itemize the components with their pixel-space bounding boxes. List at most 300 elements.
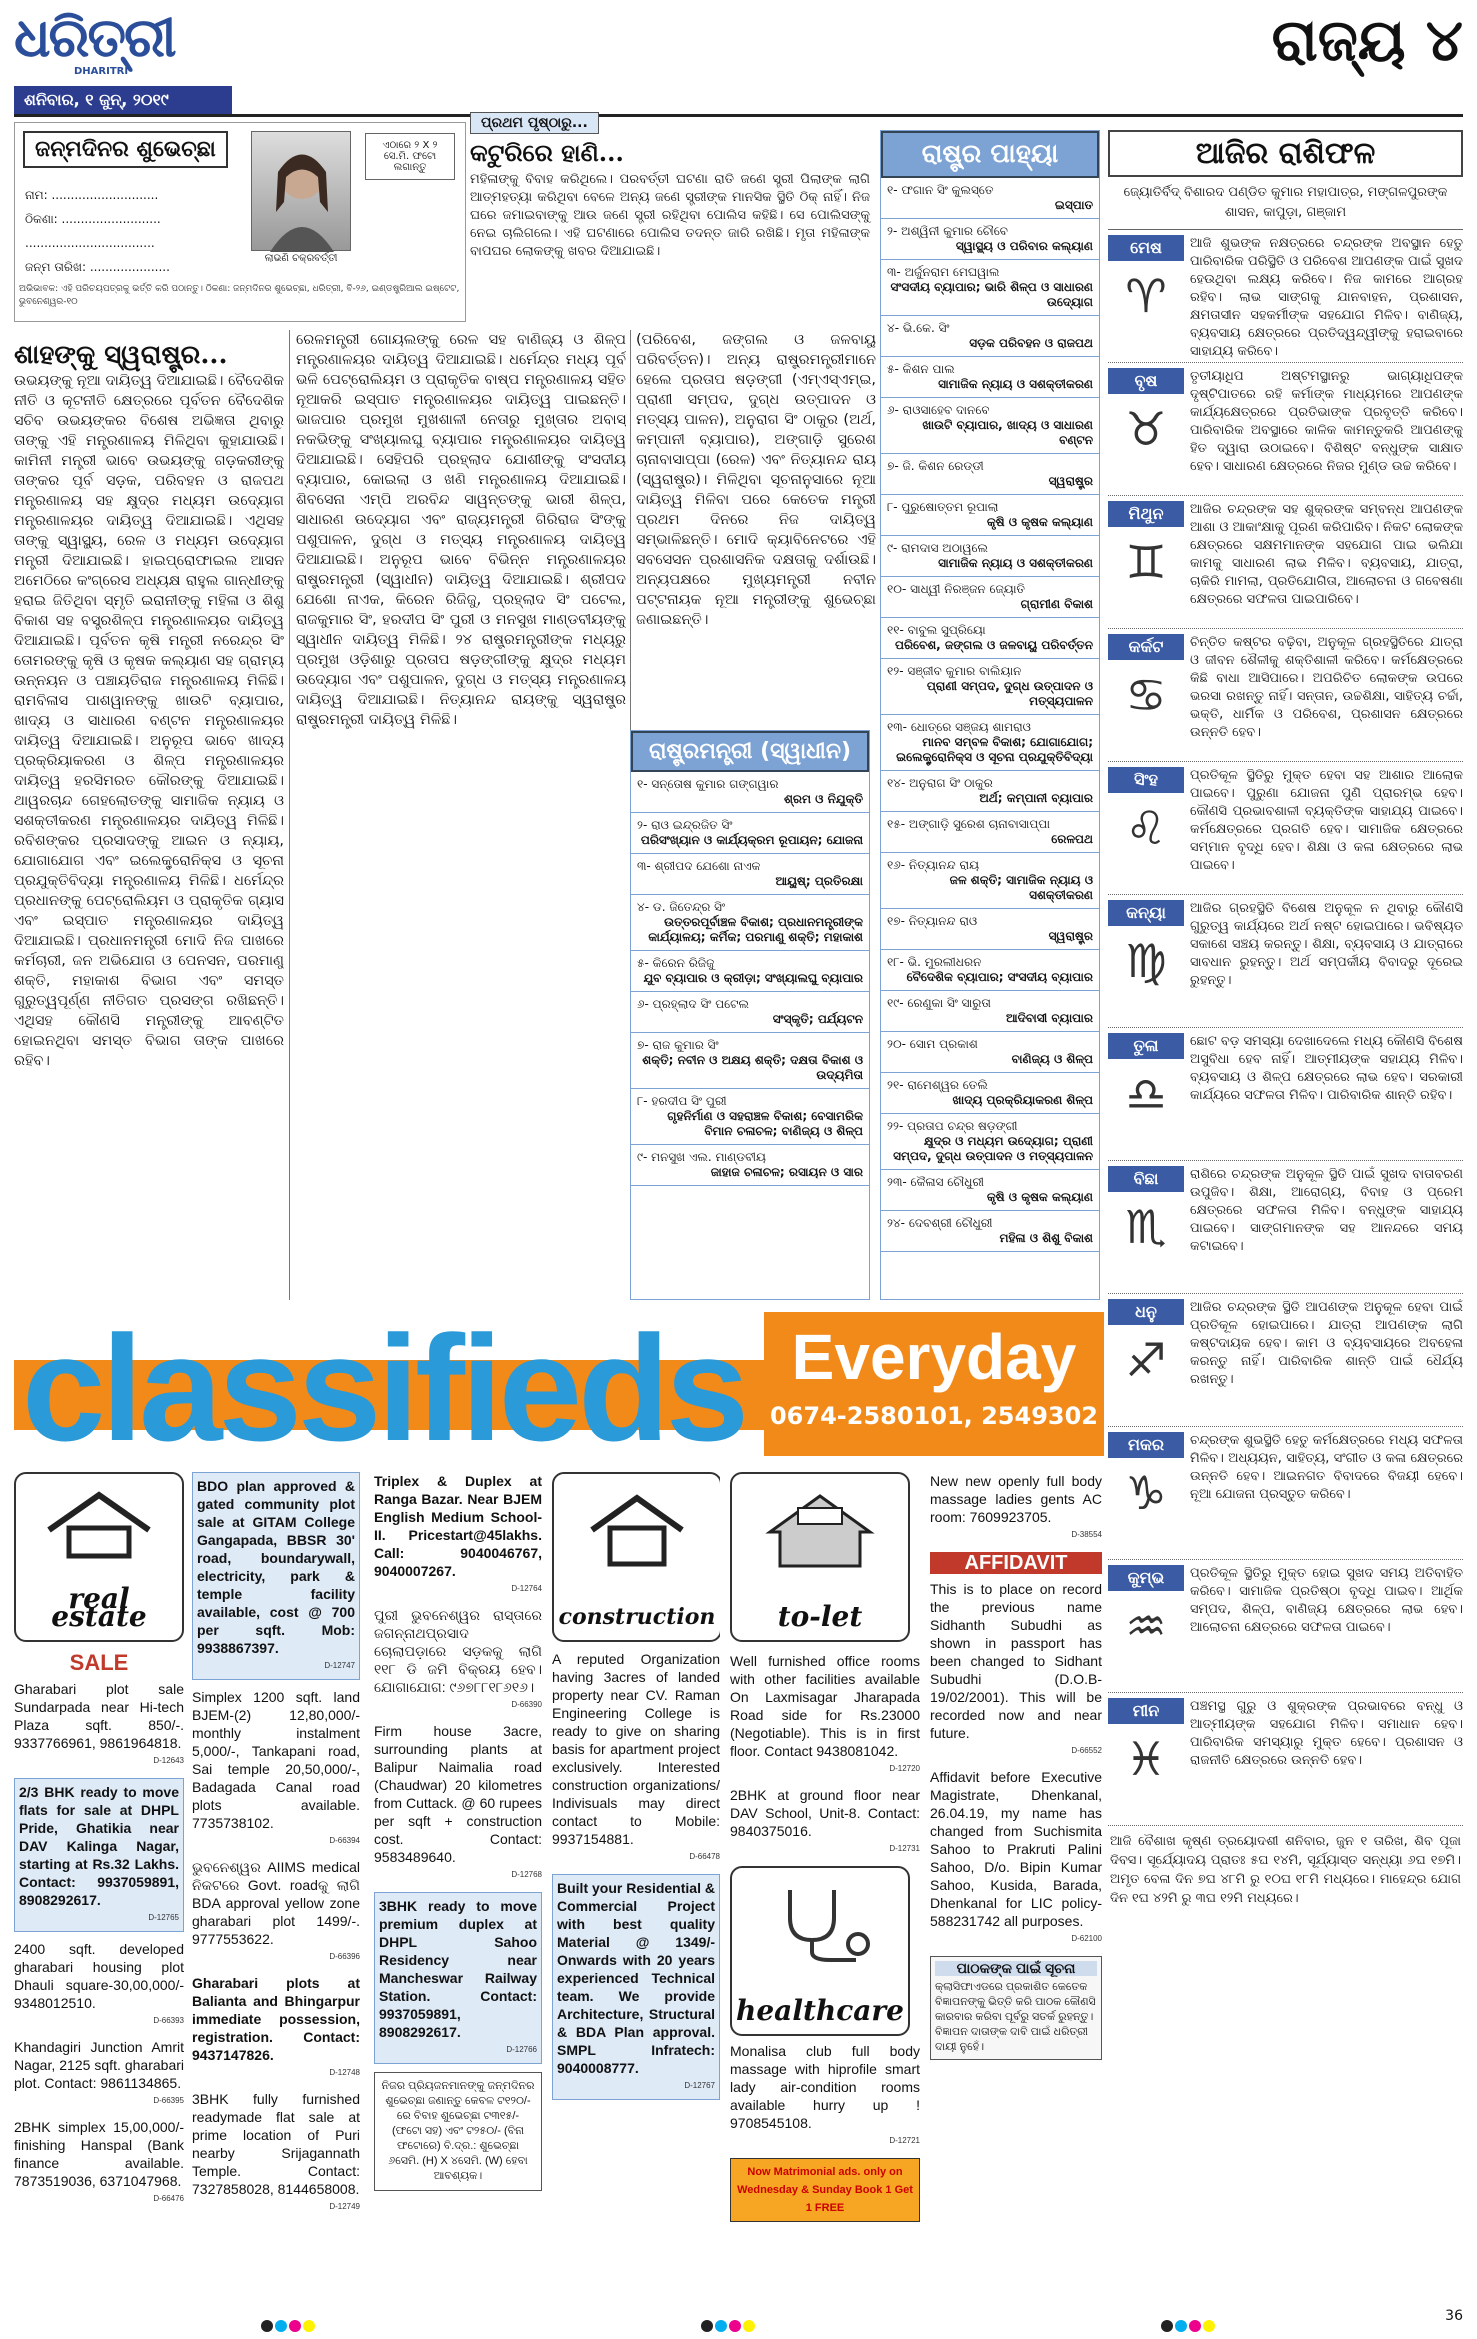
- minister-row: [881, 1073, 1099, 1114]
- state-ministers-table: [880, 130, 1100, 1300]
- sign-badge: [1108, 368, 1184, 490]
- sign-name: କୁମ୍ଭ: [1108, 1565, 1184, 1591]
- state-rows: [881, 178, 1099, 1252]
- minister-name: ୭- ରାଜ କୁମାର ସିଂ: [637, 1038, 719, 1052]
- front-text: ମହିଳାଙ୍କୁ ବିବାହ କରିଥିଲେ। ପରବର୍ତ୍ତୀ ଘଟଣା ରାତି ଜଣେ ସ୍ତ୍ରୀ ପିଲାଙ୍କ ଲାଗି ଆତ୍ମହତ୍ୟା କରିଥିବା ବେଳେ ଅନ୍ୟ ଜଣେ ସ୍ତ୍ରୀଙ୍କ ମାନସିକ ସ୍ଥିତି ଠିକ୍ ନାହିଁ। ନିଜ ଘରେ ଜମାଇବାଙ୍କୁ ଆଉ ଜଣେ ସ୍ତ୍ରୀ ରହିଥିବା ପୋଲିସ କହିଛି। ସେ ପୋଲିସଙ୍କୁ ନେଇ ଚାଲିଗଲେ। ଏହି ଘଟଣାରେ ପୋଲିସ ତଦନ୍ତ ଜାରି ରଖିଛି। ମୃତା ମହିଳାଙ୍କ ବାପଘର ଲୋକଙ୍କୁ ଖବର ଦିଆଯାଇଛି।: [470, 172, 870, 259]
- birthday-fields: [25, 183, 170, 279]
- horoscope-footer: ଆଜି ବୈଶାଖ କୃଷ୍ଣ ତ୍ରୟୋଦଶୀ ଶନିବାର, ଜୁନ ୧ ତାରିଖ, ଶିବ ପୂଜା ଦିବସ। ସୂର୍ଯ୍ୟୋଦୟ ପ୍ରାତଃ ୫ଘ ୧୪ମି, ସୂର୍ଯ୍ୟାସ୍ତ ସନ୍ଧ୍ୟା ୬ଘ ୧୭ମି। ଅମୃତ ବେଳା ଦିନ ୭ଘ ୪୮ମି ରୁ ୧୦ଘ ୧୮ମି ମଧ୍ୟରେ। ମାହେନ୍ଦ୍ର ଯୋଗ ଦିନ ୧ଘ ୪୨ମି ରୁ ୩ଘ ୧୨ମି ମଧ୍ୟରେ।: [1110, 1834, 1461, 1906]
- registration-marks: [0, 2320, 1477, 2334]
- minister-portfolio: କୃଷି ଓ କୃଷକ କଲ୍ୟାଣ: [986, 1190, 1093, 1204]
- reader-notice-title: ପାଠକଙ୍କ ପାଇଁ ସୂଚନା: [935, 1961, 1097, 1976]
- ad-code: D-12765: [148, 1913, 179, 1922]
- ad-text: ପୁରୀ ଭୁବନେଶ୍ୱର ରାସ୍ତାରେ ଜଗନ୍ନାଥପ୍ରସାଦ ଚୋଲାପଡ଼ାରେ ସଡ଼କକୁ ଲାଗି ୧୧୮ ଡି ଜମି ବିକ୍ରୟ ହେବ। ଯୋଗାଯୋଗ: ୯୬୭୮୮୧୮୬୧୬।: [374, 1607, 542, 1695]
- minister-portfolio: ବୈଦେଶିକ ବ୍ୟାପାର; ସଂସଦୀୟ ବ୍ୟାପାର: [906, 970, 1093, 984]
- minister-row: [631, 951, 869, 992]
- healthcare-label: healthcare: [736, 1994, 904, 2027]
- ad-code: D-12721: [889, 2136, 920, 2145]
- minister-row: [881, 715, 1099, 771]
- ad-text: Monalisa club full body massage with hiprofile smart lady air-condition rooms available hurry up ! 9708545108.: [730, 2043, 920, 2131]
- minister-name: ୬- ପ୍ରହ୍ଲାଦ ସିଂ ପଟେଲ: [637, 997, 749, 1011]
- ads-column-3: [374, 1472, 542, 2312]
- classified-ad: [14, 2038, 184, 2110]
- minister-row: [881, 260, 1099, 316]
- sign-text: ଆଜି ଶୁଭଙ୍କ ନକ୍ଷତ୍ରରେ ଚନ୍ଦ୍ରଙ୍କ ଅବସ୍ଥାନ ହେତୁ ପାରିବାରିକ ପରିସ୍ଥିତି ଓ ପରିବେଶ ଆପଣଙ୍କ ପାଇଁ ସୁଖଦ ହେଉଥିବା ଲକ୍ଷ୍ୟ କରିବେ। ନିଜ କାମରେ ଆଗ୍ରହ ରହିବ। ଲାଭ ସାଙ୍ଗକୁ ଯାନବାହନ, ପ୍ରଶାସନ, କ୍ଷମତାସୀନ ସହକର୍ମୀଙ୍କ ସହଯୋଗ ମିଳିବ। ବାଣିଜ୍ୟ, ବ୍ୟବସାୟ କ୍ଷେତ୍ରରେ ପ୍ରତିଦ୍ୱନ୍ଦ୍ୱୀଙ୍କୁ ହରାଇବାରେ ସାହାଯ୍ୟ କରିବେ।: [1190, 236, 1463, 359]
- minister-portfolio: ଖାଦ୍ୟ ପ୍ରକ୍ରିୟାକରଣ ଶିଳ୍ପ: [952, 1093, 1093, 1107]
- birthday-photo-caption: ଲାଭଣି ଚକ୍ରବର୍ତ୍ତୀ: [264, 253, 338, 264]
- article-column-1: [14, 340, 284, 1300]
- classifieds-wordmark: [14, 1304, 764, 1472]
- minister-row: [631, 1145, 869, 1186]
- horoscope-sign: [1108, 1161, 1463, 1294]
- classified-ad: [14, 2118, 184, 2208]
- minister-portfolio: ସ୍ୱାସ୍ଥ୍ୟ ଓ ପରିବାର କଲ୍ୟାଣ: [955, 239, 1093, 253]
- minister-row: [881, 1114, 1099, 1170]
- classified-ad: [192, 2090, 360, 2216]
- ad-code: D-66478: [689, 1852, 720, 1861]
- sign-name: ସିଂହ: [1108, 767, 1184, 793]
- sign-name: ମୀନ: [1108, 1698, 1184, 1724]
- minister-portfolio: ଯୁବ ବ୍ୟାପାର ଓ କ୍ରୀଡ଼ା; ସଂଖ୍ୟାଲଘୁ ବ୍ୟାପାର: [643, 971, 863, 985]
- minister-name: ୪- ଡ. ଜିତେନ୍ଦ୍ର ସିଂ: [637, 900, 726, 914]
- article-column-3: [636, 330, 876, 700]
- minister-portfolio: ଜଳ ଶକ୍ତି; ସାମାଜିକ ନ୍ୟାୟ ଓ ସଶକ୍ତୀକରଣ: [949, 873, 1093, 902]
- classifieds-contact: [764, 1312, 1104, 1456]
- to-let-label: to-let: [777, 1600, 863, 1633]
- minister-name: ୧୪- ଅନୁରାଗ ସିଂ ଠାକୁର: [887, 776, 993, 790]
- article-text-1: ଉଭୟଙ୍କୁ ନୂଆ ଦାୟିତ୍ୱ ଦିଆଯାଇଛି। ବୈଦେଶିକ ନୀତି ଓ କୂଟନୀତି କ୍ଷେତ୍ରରେ ପୂର୍ବତନ ବୈଦେଶିକ ସଚିବ ଉଭୟଙ୍କର ବିଶେଷ ଅଭିଜ୍ଞତା ଥିବାରୁ ତାଙ୍କୁ ଏହି ମନ୍ତ୍ରଣାଳୟ ମିଳିଥିବା କୁହାଯାଉଛି। କାମିନୀ ମନ୍ତ୍ରୀ ଭାବେ ଉଭୟଙ୍କୁ ଗଡ଼କରୀଙ୍କୁ ତାଙ୍କର ପୂର୍ବ ସଡ଼କ, ପରିବହନ ଓ ରାଜପଥ ମନ୍ତ୍ରଣାଳୟ ସହ କ୍ଷୁଦ୍ର ମଧ୍ୟମ ଉଦ୍ୟୋଗ ମନ୍ତ୍ରଣାଳୟର ଦାୟିତ୍ୱ ଦିଆଯାଇଛି। ଏଥିସହ ତାଙ୍କୁ ସ୍ୱାସ୍ଥ୍ୟ, ରେଳ ଓ ମଧ୍ୟମ ଉଦ୍ୟୋଗ ମନ୍ତ୍ରୀ ଦିଆଯାଇଛି। ହାଇପ୍ରୋଫାଇଲ ଆସନ ଅମେଠିରେ କଂଗ୍ରେସ ଅଧ୍ୟକ୍ଷ ରାହୁଲ ଗାନ୍ଧୀଙ୍କୁ ହରାଇ ଜିତିଥିବା ସ୍ମୃତି ଇରାନୀଙ୍କୁ ମହିଳା ଓ ଶିଶୁ ବିକାଶ ସହ ବସ୍ତ୍ରଶିଳ୍ପ ମନ୍ତ୍ରଣାଳୟର ଦାୟିତ୍ୱ ଦିଆଯାଇଛି। ପୂର୍ବତନ କୃଷି ମନ୍ତ୍ରୀ ନରେନ୍ଦ୍ର ସିଂ ତୋମରଙ୍କୁ କୃଷି ଓ କୃଷକ କଲ୍ୟାଣ ସହ ଗ୍ରାମ୍ୟ ଉନ୍ନୟନ ଓ ପଞ୍ଚାୟତିରାଜ ମନ୍ତ୍ରଣାଳୟ ମିଳିଛି। ରାମବିଳାସ ପାଶୱାନଙ୍କୁ ଖାଉଟି ବ୍ୟାପାର, ଖାଦ୍ୟ ଓ ସାଧାରଣ ବଣ୍ଟନ ମନ୍ତ୍ରଣାଳୟର ଦାୟିତ୍ୱ ଦିଆଯାଇଛି। ଅନୁରୂପ ଭାବେ ଖାଦ୍ୟ ପ୍ରକ୍ରିୟାକରଣ ଓ ଶିଳ୍ପ ମନ୍ତ୍ରଣାଳୟର ଦାୟିତ୍ୱ ହରସିମରତ କୌରଙ୍କୁ ଦିଆଯାଇଛି। ଥାୱରଚାନ୍ଦ ଗେହଲୋତଙ୍କୁ ସାମାଜିକ ନ୍ୟାୟ ଓ ସଶକ୍ତୀକରଣ ମନ୍ତ୍ରଣାଳୟର ଦାୟିତ୍ୱ ମିଳିଛି। ରବିଶଙ୍କର ପ୍ରସାଦଙ୍କୁ ଆଇନ ଓ ନ୍ୟାୟ, ଯୋଗାଯୋଗ ଏବଂ ଇଲେକ୍ଟ୍ରୋନିକ୍ସ ଓ ସୂଚନା ପ୍ରଯୁକ୍ତିବିଦ୍ୟା ମନ୍ତ୍ରଣାଳୟ ମିଳିଛି। ଧର୍ମେନ୍ଦ୍ର ପ୍ରଧାନଙ୍କୁ ପେଟ୍ରୋଲିୟମ ଓ ପ୍ରାକୃତିକ ଗ୍ୟାସ ଏବଂ ଇସ୍ପାତ ମନ୍ତ୍ରଣାଳୟର ଦାୟିତ୍ୱ ଦିଆଯାଇଛି। ପ୍ରଧାନମନ୍ତ୍ରୀ ମୋଦି ନିଜ ପାଖରେ କର୍ମଚାରୀ, ଜନ ଅଭିଯୋଗ ଓ ପେନସନ, ପରମାଣୁ ଶକ୍ତି, ମହାକାଶ ବିଭାଗ ଏବଂ ସମସ୍ତ ଗୁରୁତ୍ୱପୂର୍ଣ୍ଣ ନୀତିଗତ ପ୍ରସଙ୍ଗ ରଖିଛନ୍ତି। ଏଥିସହ କୌଣସି ମନ୍ତ୍ରୀଙ୍କୁ ଆବଣ୍ଟିତ ହୋଇନଥିବା ସମସ୍ତ ବିଭାଗ ତାଙ୍କ ପାଖରେ ରହିବ।: [14, 373, 284, 1069]
- minister-row: [631, 813, 869, 854]
- minister-row: [881, 991, 1099, 1032]
- horoscope-sign: [1108, 1693, 1463, 1826]
- affidavit-list: [930, 1580, 1102, 1948]
- minister-name: ୨୧- ରାମେଶ୍ୱର ତେଲି: [887, 1078, 988, 1092]
- ad-code: D-12643: [153, 1756, 184, 1765]
- minister-row: [631, 772, 869, 813]
- ad-code: D-66552: [1071, 1746, 1102, 1755]
- minister-name: ୧୯- ରେଣୁକା ସିଂ ସାରୁତା: [887, 996, 991, 1010]
- sign-badge: [1108, 1166, 1184, 1288]
- minister-name: ୧୨- ସଞ୍ଜୀବ କୁମାର ବାଲିୟାନ: [887, 664, 1022, 678]
- ad-code: D-66393: [153, 2016, 184, 2025]
- minister-portfolio: କୃଷି ଓ କୃଷକ କଲ୍ୟାଣ: [986, 515, 1093, 529]
- minister-portfolio: ଗ୍ରାମୀଣ ବିକାଶ: [1020, 597, 1093, 611]
- state-table-title: ରାଷ୍ଟ୍ର ପାହ୍ୟା: [881, 131, 1099, 178]
- healthcare-box: [730, 1866, 910, 2036]
- classified-ad: [192, 1688, 360, 1850]
- minister-name: ୮- ହରଦୀପ ସିଂ ପୁରୀ: [637, 1094, 727, 1108]
- sign-text: ଛୋଟ ବଡ଼ ସମସ୍ୟା ଦେଖାଦେଲେ ମଧ୍ୟ କୌଣସି ବିଶେଷ ଅସୁବିଧା ହେବ ନାହିଁ। ଆତ୍ମୀୟଙ୍କ ସହାଯ୍ୟ ମିଳିବ। ବ୍ୟବସାୟ ଓ ଶିଳ୍ପ କ୍ଷେତ୍ରରେ ଲାଭ ହେବ। ସରକାରୀ କାର୍ଯ୍ୟରେ ସଫଳତା ମିଳିବ। ପାରିବାରିକ ଶାନ୍ତି ରହିବ।: [1190, 1034, 1463, 1103]
- minister-name: ୯- ମନସୁଖ ଏଲ. ମାଣ୍ଡବୀୟ: [637, 1150, 766, 1164]
- sign-badge: [1108, 1698, 1184, 1820]
- sign-text: ପ୍ରତିକୂଳ ସ୍ଥିତିରୁ ମୁକ୍ତ ହେବା ସହ ଆଶାର ଆଲୋକ ପାଇବେ। ପୁରୁଣା ଯୋଜନା ପୁଣି ପ୍ରାରମ୍ଭ ହେବ। କୌଣସି ପ୍ରଭାବଶାଳୀ ବ୍ୟକ୍ତିଙ୍କ ସାହାଯ୍ୟ ପାଇବେ। କର୍ମକ୍ଷେତ୍ରରେ ପ୍ରଗତି ହେବ। ସାମାଜିକ କ୍ଷେତ୍ରରେ ସମ୍ମାନ ବୃଦ୍ଧି ହେବ। ଶିକ୍ଷା ଓ କଳା କ୍ଷେତ୍ରରେ ଲାଭ ପାଇବେ।: [1190, 768, 1463, 873]
- horoscope-sign: [1108, 1028, 1463, 1161]
- sign-badge: [1108, 1299, 1184, 1421]
- sign-text: ଚିନ୍ତିତ କଷ୍ଟର ବଢ଼ିବା, ଅନୁକୂଳ ଗ୍ରହସ୍ଥିତିରେ ଯାତ୍ରା ଓ ଜୀବନ ଶୈଳୀକୁ ଶକ୍ତିଶାଳୀ କରିବେ। କର୍ମକ୍ଷେତ୍ରରେ କିଛି ବାଧା ଆସିପାରେ। ଅପରିଚିତ ଲୋକଙ୍କ ଉପରେ ଭରସା ରଖନ୍ତୁ ନାହିଁ। ସନ୍ତାନ, ଉଚ୍ଚଶିକ୍ଷା, ସାହିତ୍ୟ ଚର୍ଚ୍ଚା, ଭକ୍ତି, ଧାର୍ମିକ ଓ ପରିବେଶ, ପ୍ରଶାସନ କ୍ଷେତ୍ରରେ ଉନ୍ନତି ହେବ।: [1190, 635, 1463, 740]
- matrimonial-offer: Now Matrimonial ads. only on Wednesday & Sunday Book 1 Get 1 FREE: [730, 2158, 920, 2222]
- sign-text: ରାଶିରେ ଚନ୍ଦ୍ରଙ୍କ ଅନୁକୂଳ ସ୍ଥିତି ପାଇଁ ସୁଖଦ ବାତାବରଣ ଉପୁଜିବ। ଶିକ୍ଷା, ଆରୋଗ୍ୟ, ବିବାହ ଓ ପ୍ରେମ କ୍ଷେତ୍ରରେ ସଫଳତା ମିଳିବ। ବନ୍ଧୁଙ୍କ ସାହାଯ୍ୟ ପାଇବେ। ସାଙ୍ଗମାନଙ୍କ ସହ ଆନନ୍ଦରେ ସମୟ କଟାଇବେ।: [1190, 1167, 1463, 1254]
- minister-row: [881, 357, 1099, 398]
- minister-portfolio: ରେଳପଥ: [1051, 832, 1093, 846]
- ad-code: D-62100: [1071, 1934, 1102, 1943]
- minister-row: [881, 1211, 1099, 1252]
- minister-portfolio: ସଂସ୍କୃତି; ପର୍ଯ୍ୟଟନ: [772, 1012, 863, 1026]
- minister-name: ୧୩- ଧୋତ୍ରେ ସଞ୍ଜୟ ଶାମରାଓ: [887, 720, 1031, 734]
- sale-heading: SALE: [69, 1650, 129, 1675]
- minister-name: ୧- ଫଗାନ ସିଂ କୁଲସ୍ତେ: [887, 183, 994, 197]
- minister-portfolio: ଅର୍ଥ; କମ୍ପାନୀ ବ୍ୟାପାର: [979, 791, 1093, 805]
- classifieds-phones: 0674-2580101, 2549302: [769, 1402, 1099, 1430]
- ad-code: D-12720: [889, 1764, 920, 1773]
- ad-code: D-12764: [511, 1584, 542, 1593]
- affidavit-heading: AFFIDAVIT: [930, 1552, 1102, 1574]
- birthday-photo: [251, 131, 351, 251]
- ad-text: Firm house 3acre, surrounding plants at Balipur Naimalia road (Chaudwar) 20 kilometres from Cuttack. @ 60 rupees per sqft + construction cost. Contact: 9583489640.: [374, 1723, 542, 1865]
- zodiac-icon: ♓: [1125, 1732, 1167, 1786]
- minister-portfolio: ମହିଳା ଓ ଶିଶୁ ବିକାଶ: [999, 1231, 1093, 1245]
- classified-ad: [552, 1650, 720, 1866]
- minister-row: [881, 495, 1099, 536]
- article-headline: ଶାହଙ୍କୁ ସ୍ୱରାଷ୍ଟ୍ର...: [14, 340, 228, 370]
- minister-name: ୧୭- ନିତ୍ୟାନନ୍ଦ ରାଓ: [887, 914, 978, 928]
- minister-portfolio: ସ୍ୱରାଷ୍ଟ୍ର: [1048, 474, 1093, 488]
- sign-text: ଆଜିର ଚନ୍ଦ୍ରଙ୍କ ସହ ଶୁକ୍ରଙ୍କ ସମ୍ବନ୍ଧ ଆପଣଙ୍କ ଆଶା ଓ ଆକାଂକ୍ଷାକୁ ପୂରଣ କରିପାରିବ। ନିକଟ ଲୋକଙ୍କ କ୍ଷେତ୍ରରେ ସକ୍ଷମମାନଙ୍କ ସହଯୋଗ ପାଇ ଭଲିଯା କାମକୁ ସାଧାରଣ ଲାଭ ମିଳିବ। ବ୍ୟବସାୟ, ଯାତ୍ରା, ଚାକିରି ମାମଲା, ପ୍ରତିଯୋଗିତା, ଆଲୋଚନା ଓ ଗବେଷଣା କ୍ଷେତ୍ରରେ ସଫଳତା ପାଇପାରିବେ।: [1190, 502, 1463, 607]
- article-text-3: (ପରିବେଶ, ଜଙ୍ଗଲ ଓ ଜଳବାୟୁ ପରିବର୍ତ୍ତନ)। ଅନ୍ୟ ରାଷ୍ଟ୍ରମନ୍ତ୍ରୀମାନେ ହେଲେ ପ୍ରତାପ ଷଡ଼ଙ୍ଗୀ (ଏମ୍‌ଏସ୍‌ଏମ୍‌ଇ, ପ୍ରାଣୀ ସମ୍ପଦ, ଦୁଗ୍ଧ ଉତ୍ପାଦନ ଓ ମତ୍ସ୍ୟ ପାଳନ), ଅନୁରାଗ ସିଂ ଠାକୁର (ଅର୍ଥ, କମ୍ପାନୀ ବ୍ୟାପାର), ଅଙ୍ଗାଡ଼ି ସୁରେଶ ଚାନାବାସାପ୍ପା (ରେଳ) ଏବଂ ନିତ୍ୟାନନ୍ଦ ରାୟ (ସ୍ୱରାଷ୍ଟ୍ର)। ମିଳିଥିବା ସୂଚନାନୁସାରେ ନୂଆ ଦାୟିତ୍ୱ ମିଳିବା ପରେ କେତେକ ମନ୍ତ୍ରୀ ପ୍ରଥମ ଦିନରେ ନିଜ ଦାୟିତ୍ୱ ସମ୍ଭାଳିଛନ୍ତି। ମୋଦି କ୍ୟାବିନେଟରେ ଏହି ସବସେସନ ପ୍ରଶାସନିକ ଦକ୍ଷତାକୁ ଦର୍ଶାଉଛି। ଅନ୍ୟପକ୍ଷରେ ମୁଖ୍ୟମନ୍ତ୍ରୀ ନବୀନ ପଟ୍ଟନାୟକ ନୂଆ ମନ୍ତ୍ରୀଙ୍କୁ ଶୁଭେଚ୍ଛା ଜଣାଇଛନ୍ତି।: [636, 332, 876, 628]
- classified-ad: [930, 1768, 1102, 1948]
- minister-row: [881, 219, 1099, 260]
- horoscope-sign: [1108, 1294, 1463, 1427]
- birthday-footer: ଅଭିଭାବକ: ଏହି ପରିଚୟପତ୍ରକୁ ଭର୍ତ୍ତି କରି ପଠାନ୍ତୁ। ଠିକଣା: ଜନ୍ମଦିନର ଶୁଭେଚ୍ଛା, ଧରିତ୍ରୀ, ବି-୨୬, ଇଣ୍ଡଷ୍ଟ୍ରିଆଲ ଇଷ୍ଟେଟ, ଭୁବନେଶ୍ୱର-୧୦: [19, 284, 460, 307]
- ads-column-4: [552, 1472, 720, 2312]
- sign-badge: [1108, 235, 1184, 357]
- minister-portfolio: ଜାହାଜ ଚଳାଚଳ; ରସାୟନ ଓ ସାର: [710, 1165, 863, 1179]
- horoscope-intro: ଜ୍ୟୋତିର୍ବିଦ୍ ବିଶାରଦ ପଣ୍ଡିତ କୁମାର ମହାପାତ୍ର, ମଙ୍ଗଳପୁରଙ୍କ ଶାସନ, କାପୁଡ଼ା, ଗଞ୍ଜାମ: [1108, 177, 1463, 230]
- birthday-field: ..................................: [25, 236, 155, 250]
- zodiac-icon: ♋: [1125, 668, 1167, 722]
- classified-ad: [192, 1858, 360, 1966]
- front-label: ପ୍ରଥମ ପୃଷ୍ଠାରୁ...: [470, 112, 599, 134]
- minister-row: [631, 895, 869, 951]
- ad-text: 3BHK fully furnished readymade flat sale at prime location of Puri nearby Srijagannath Temple. Contact: 7327858028, 8144658008.: [192, 2091, 360, 2197]
- ad-code: D-12766: [506, 2045, 537, 2054]
- ads-list: [374, 1472, 542, 2064]
- construction-box: [552, 1472, 720, 1642]
- birthday-photo-note: ଏଠାରେ ୨ X ୨ ସେ.ମି. ଫଟୋ ଲଗାନ୍ତୁ: [365, 133, 455, 180]
- classified-ad: [14, 1778, 184, 1932]
- masthead-logo: [14, 5, 254, 88]
- ad-text: 2400 sqft. developed gharabari housing plot Dhauli square-30,00,000/- 9348012510.: [14, 1941, 184, 2011]
- horoscope-sign: [1108, 895, 1463, 1028]
- sign-badge: [1108, 767, 1184, 889]
- ads-column-5: [730, 1472, 920, 2312]
- ad-code: D-66395: [153, 2096, 184, 2105]
- date-bar: ଶନିବାର, ୧ ଜୁନ୍, ୨୦୧୯: [14, 86, 232, 114]
- minister-name: ୨୪- ଦେବଶ୍ରୀ ଚୌଧୁରୀ: [887, 1216, 993, 1230]
- minister-row: [881, 1170, 1099, 1211]
- sign-name: ମେଷ: [1108, 235, 1184, 261]
- minister-name: ୫- କିଶନ ପାଲ: [887, 362, 955, 376]
- classifieds-banner: [14, 1304, 1104, 1472]
- sign-name: ମକର: [1108, 1432, 1184, 1458]
- ad-text: Gharabari plots at Balianta and Bhingarpur immediate possession, registration. Contact: 9437147826.: [192, 1975, 360, 2063]
- ad-code: D-66390: [511, 1700, 542, 1709]
- minister-portfolio: ଆଦିବାସୀ ବ୍ୟାପାର: [1005, 1011, 1093, 1025]
- zodiac-icon: ♐: [1125, 1333, 1167, 1387]
- ads-column-2: [192, 1472, 360, 2312]
- minister-row: [881, 316, 1099, 357]
- ad-text: 3BHK ready to move premium duplex at DHPL Sahoo Residency near Mancheswar Railway Station. Contact: 9937059891, 8908292617.: [379, 1898, 537, 2040]
- ad-text: BDO plan approved & gated community plot sale at GITAM College Gangapada, BBSR 30' road, boundarywall, electricity, park & temple facility available, cost @ 700 per sqft. Mob: 9938867397.: [197, 1478, 355, 1656]
- minister-name: ୨- ଅଶ୍ୱିନୀ କୁମାର ଚୌବେ: [887, 224, 1008, 238]
- minister-portfolio: ପ୍ରାଣୀ ସମ୍ପଦ, ଦୁଗ୍ଧ ଉତ୍ପାଦନ ଓ ମତ୍ସ୍ୟପାଳନ: [926, 679, 1093, 708]
- zodiac-icon: ♍: [1125, 934, 1167, 988]
- ad-code: D-12767: [684, 2081, 715, 2090]
- article-text-2: ରେଳମନ୍ତ୍ରୀ ଗୋୟଲଙ୍କୁ ରେଳ ସହ ବାଣିଜ୍ୟ ଓ ଶିଳ୍ପ ମନ୍ତ୍ରଣାଳୟର ଦାୟିତ୍ୱ ଦିଆଯାଇଛି। ଧର୍ମେନ୍ଦ୍ର ମଧ୍ୟ ପୂର୍ବ ଭଳି ପେଟ୍ରୋଲିୟମ ଓ ପ୍ରାକୃତିକ ବାଷ୍ପ ମନ୍ତ୍ରଣାଳୟ ସହିତ ନୂଆକରି ଇସ୍ପାତ ମନ୍ତ୍ରଣାଳୟର ଦାୟିତ୍ୱ ପାଇଛନ୍ତି। ଭାଜପାର ପ୍ରମୁଖ ମୁଖଶାଳୀ ନେତାରୁ ମୁଖ୍ତାର ଅବାସ୍ ନକଭିଙ୍କୁ ସଂଖ୍ୟାଲଘୁ ବ୍ୟାପାର ମନ୍ତ୍ରଣାଳୟର ଦାୟିତ୍ୱ ଦିଆଯାଇଛି। ସେହିପରି ପ୍ରହ୍ଲାଦ ଯୋଶୀଙ୍କୁ ସଂସଦୀୟ ବ୍ୟାପାର, କୋଇଲା ଓ ଖଣି ମନ୍ତ୍ରଣାଳୟ ଦିଆଯାଇଛି। ଶିବସେନା ଏମ୍ପି ଅରବିନ୍ଦ ସାୱନ୍ତଙ୍କୁ ଭାରୀ ଶିଳ୍ପ, ସାଧାରଣ ଉଦ୍ୟୋଗ ଏବଂ ରାଜ୍ୟମନ୍ତ୍ରୀ ଗିରିରାଜ ସିଂଙ୍କୁ ପଶୁପାଳନ, ଦୁଗ୍ଧ ଓ ମତ୍ସ୍ୟ ମନ୍ତ୍ରଣାଳୟ ଦାୟିତ୍ୱ ଦିଆଯାଇଛି। ଅନୁରୂପ ଭାବେ ବିଭିନ୍ନ ମନ୍ତ୍ରଣାଳୟର ରାଷ୍ଟ୍ରମନ୍ତ୍ରୀ (ସ୍ୱାଧୀନ) ଦାୟିତ୍ୱ ଦିଆଯାଇଛି। ଶ୍ରୀପଦ ଯେଶୋ ନାଏକ, କିରେନ ରିଜିଜୁ, ପ୍ରହ୍ଲାଦ ସିଂ ପଟେଲ, ରାଜକୁମାର ସିଂ, ହରଦୀପ ସିଂ ପୁରୀ ଓ ମନସୁଖ ମାଣ୍ଡବୀୟଙ୍କୁ ସ୍ୱାଧୀନ ଦାୟିତ୍ୱ ମିଳିଛି। ୨୪ ରାଷ୍ଟ୍ରମନ୍ତ୍ରୀଙ୍କ ମଧ୍ୟରୁ ପ୍ରମୁଖ ଓଡ଼ିଶାରୁ ପ୍ରତାପ ଷଡ଼ଙ୍ଗୀଙ୍କୁ କ୍ଷୁଦ୍ର ମଧ୍ୟମ ଉଦ୍ୟୋଗ ଏବଂ ପଶୁପାଳନ, ଦୁଗ୍ଧ ଓ ମତ୍ସ୍ୟ ମନ୍ତ୍ରଣାଳୟ ଦାୟିତ୍ୱ ଦିଆଯାଇଛି। ନିତ୍ୟାନନ୍ଦ ରାୟଙ୍କୁ ସ୍ୱରାଷ୍ଟ୍ର ରାଷ୍ଟ୍ରମନ୍ତ୍ରୀ ଦାୟିତ୍ୱ ମିଳିଛି।: [296, 332, 626, 728]
- classifieds-word: classifieds: [22, 1304, 746, 1472]
- minister-portfolio: ଉତ୍ତରପୂର୍ବାଞ୍ଚଳ ବିକାଶ; ପ୍ରଧାନମନ୍ତ୍ରୀଙ୍କ କାର୍ଯ୍ୟାଳୟ; କର୍ମିକ; ପରମାଣୁ ଶକ୍ତି; ମହାକାଶ: [648, 915, 863, 944]
- birthday-field: ଜନ୍ମ ତାରିଖ: .....................: [25, 260, 170, 274]
- sign-badge: [1108, 1033, 1184, 1155]
- sign-text: ଆଜିର ଗ୍ରହସ୍ଥିତି ବିଶେଷ ଅନୁକୂଳ ନ ଥିବାରୁ କୌଣସି ଗୁରୁତ୍ୱ କାର୍ଯ୍ୟରେ ଅର୍ଥ ନଷ୍ଟ ହୋଇପାରେ। ଭବିଷ୍ୟତ ସକାଶେ ସଞ୍ଚୟ କରନ୍ତୁ। ଶିକ୍ଷା, ବ୍ୟବସାୟ ଓ ଯାତ୍ରାରେ ସାବଧାନ ରୁହନ୍ତୁ। ଅର୍ଥ ସମ୍ପର୍କୀୟ ବିବାଦରୁ ଦୂରେଇ ରୁହନ୍ତୁ।: [1190, 901, 1463, 988]
- minister-name: ୧୬- ନିତ୍ୟାନନ୍ଦ ରାୟ: [887, 858, 979, 872]
- minister-portfolio: ଶ୍ରମ ଓ ନିଯୁକ୍ତି: [783, 792, 863, 806]
- for-rent-house-icon: [732, 1490, 908, 1570]
- minister-row: [881, 577, 1099, 618]
- horoscope-sign: [1108, 762, 1463, 895]
- minister-name: ୬- ରାଓସାହେବ ଦାନବେ: [887, 403, 990, 417]
- real-estate-label: real estate: [51, 1582, 147, 1633]
- minister-row: [881, 398, 1099, 454]
- zodiac-icon: ♈: [1125, 269, 1167, 323]
- color-dots: [700, 2320, 756, 2336]
- matrimonial-info: ନିଜର ପ୍ରିୟଜନମାନଙ୍କୁ ଜନ୍ମଦିନର ଶୁଭେଚ୍ଛା ଜଣାନ୍ତୁ କେବଳ ଟ୧୨୦/-ରେ ବିବାହ ଶୁଭେଚ୍ଛା ଟ୩୧୫/- (ଫଟୋ ସହ) ଏବଂ ଟ୨୫୦/- (ବିନା ଫଟୋରେ) ବି.ଦ୍ର.: ଶୁଭେଚ୍ଛା ୬ସେମି. (H) X ୪ସେମି. (W) ହେବା ଆବଶ୍ୟକ।: [374, 2072, 542, 2191]
- independent-ministers-table: [630, 730, 870, 1300]
- classified-ad: [930, 1580, 1102, 1760]
- construction-house-icon: [554, 1490, 720, 1570]
- minister-row: [881, 853, 1099, 909]
- minister-row: [881, 178, 1099, 219]
- classified-ad: [192, 1472, 360, 1680]
- ad-code: D-66394: [329, 1836, 360, 1845]
- ad-text: Built your Residential & Commercial Project with best quality Material @ 1349/- Onwards with 20 years experienced Technical team. We provide Architecture, Structural & BDA Plan approval. SMPL Infratech: 9040008777.: [557, 1880, 715, 2076]
- minister-name: ୪- ଭି.କେ. ସିଂ: [887, 321, 950, 335]
- front-page-continuation: [470, 112, 870, 322]
- ad-text: Gharabari plot sale Sundarpada near Hi-tech Plaza sqft. 850/-. 9337766961, 9861964818.: [14, 1681, 184, 1751]
- minister-row: [881, 659, 1099, 715]
- minister-row: [881, 771, 1099, 812]
- minister-portfolio: ସାମାଜିକ ନ୍ୟାୟ ଓ ସଶକ୍ତୀକରଣ: [938, 377, 1093, 391]
- stethoscope-icon: [732, 1884, 908, 1964]
- minister-name: ୯- ରାମଦାସ ଅଠାୱଲେ: [887, 541, 988, 555]
- minister-name: ୭- ଜି. କିଶନ ରେଡ୍ଡୀ: [887, 459, 984, 473]
- horoscope-sign: [1108, 496, 1463, 629]
- ads-list: [552, 1650, 720, 2100]
- minister-portfolio: ପରିସଂଖ୍ୟାନ ଓ କାର୍ଯ୍ୟକ୍ରମ ରୂପାୟନ; ଯୋଜନା: [640, 833, 863, 847]
- minister-portfolio: ପରିବେଶ, ଜଙ୍ଗଲ ଓ ଜଳବାୟୁ ପରିବର୍ତ୍ତନ: [894, 638, 1093, 652]
- minister-name: ୧୫- ଅଙ୍ଗାଡ଼ି ସୁରେଶ ଚାନାବାସାପ୍ପା: [887, 817, 1051, 831]
- zodiac-icon: ♎: [1125, 1067, 1167, 1121]
- reader-notice: [930, 1956, 1102, 2060]
- ad-code: D-12748: [329, 2068, 360, 2077]
- minister-name: ୧୮- ଭି. ମୁରଲୀଧରନ: [887, 955, 982, 969]
- column-divider: [630, 330, 631, 730]
- house-icon: [16, 1490, 182, 1560]
- ad-code: D-66476: [153, 2194, 184, 2203]
- classified-ad: [374, 1606, 542, 1714]
- minister-portfolio: କ୍ଷୁଦ୍ର ଓ ମଧ୍ୟମ ଉଦ୍ୟୋଗ; ପ୍ରାଣୀ ସମ୍ପଦ, ଦୁଗ୍ଧ ଉତ୍ପାଦନ ଓ ମତ୍ସ୍ୟପାଳନ: [893, 1134, 1093, 1163]
- ad-text: Affidavit before Executive Magistrate, Dhenkanal, 26.04.19, my name has changed from Suchismita Sahoo to Prakruti Palini Sahoo, D/o. Bipin Kumar Sahoo, Kusida, Barada, Dhenkanal for LIC policy-588231742 all purposes.: [930, 1769, 1102, 1929]
- birthday-title: ଜନ୍ମଦିନର ଶୁଭେଚ୍ଛା: [23, 131, 228, 168]
- everyday-label: Everyday: [791, 1321, 1077, 1393]
- ad-text: 2BHK simplex 15,00,000/- finishing Hanspal (Bank finance available. 7873519036, 6371047968.: [14, 2119, 184, 2189]
- minister-portfolio: ଗୃହନିର୍ମାଣ ଓ ସହରାଞ୍ଚଳ ବିକାଶ; ବେସାମରିକ ବିମାନ ଚଳାଚଳ; ବାଣିଜ୍ୟ ଓ ଶିଳ୍ପ: [667, 1109, 863, 1138]
- sign-name: ବିଛା: [1108, 1166, 1184, 1192]
- minister-portfolio: ଶକ୍ତି; ନବୀନ ଓ ଅକ୍ଷୟ ଶକ୍ତି; ଦକ୍ଷତା ବିକାଶ ଓ ଉଦ୍ୟମିତା: [642, 1053, 863, 1082]
- logo-subtitle: DHARITRI: [74, 66, 129, 77]
- zodiac-icon: ♌: [1125, 801, 1167, 855]
- horoscope-sign: [1108, 1560, 1463, 1693]
- minister-name: ୨୩- କୈଳାସ ଚୌଧୁରୀ: [887, 1175, 985, 1189]
- logo-text: ଧରିତ୍ରୀ: [14, 5, 175, 69]
- ad-code: D-66396: [329, 1952, 360, 1961]
- classified-ad: [192, 1974, 360, 2082]
- sign-name: ବୃଷ: [1108, 368, 1184, 394]
- zodiac-icon: ♉: [1125, 402, 1167, 456]
- to-let-box: [730, 1472, 910, 1642]
- ad-text: A reputed Organization having 3acres of landed property near CV. Raman Engineering College is ready to give on sharing basis for apartment project exclusively. Interested construction organizations/ Indivisuals may direct contact to Mobile: 9937154881.: [552, 1651, 720, 1847]
- minister-portfolio: ଖାଉଟି ବ୍ୟାପାର, ଖାଦ୍ୟ ଓ ସାଧାରଣ ବଣ୍ଟନ: [922, 418, 1093, 447]
- minister-row: [881, 536, 1099, 577]
- ads-column-1: [14, 1472, 184, 2312]
- zodiac-icon: ♒: [1125, 1599, 1167, 1653]
- sign-text: ପଞ୍ଚମସ୍ଥ ଗୁରୁ ଓ ଶୁକ୍ରଙ୍କ ପ୍ରଭାବରେ ବନ୍ଧୁ ଓ ଆତ୍ମୀୟଙ୍କ ସହଯୋଗ ମିଳିବ। ସମାଧାନ ହେବ। ପାରିବାରିକ ସମସ୍ୟାରୁ ମୁକ୍ତ ହେବେ। ପ୍ରଶାସନ ଓ ରାଜନୀତି କ୍ଷେତ୍ରରେ ଉନ୍ନତି ହେବ।: [1190, 1699, 1463, 1768]
- classified-ad: [730, 1652, 920, 1778]
- horoscope-title: ଆଜିର ରାଶିଫଳ: [1108, 130, 1463, 177]
- minister-portfolio: ମାନବ ସମ୍ବଳ ବିକାଶ; ଯୋଗାଯୋଗ; ଇଲେକ୍ଟ୍ରୋନିକ୍ସ ଓ ସୂଚନା ପ୍ରଯୁକ୍ତିବିଦ୍ୟା: [896, 735, 1093, 764]
- minister-name: ୧୧- ବାବୁଲ ସୁପ୍ରିୟୋ: [887, 623, 986, 637]
- classified-ad: [14, 1940, 184, 2030]
- ad-text: ଭୁବନେଶ୍ୱର AIIMS medical ନିକଟରେ Govt. roadକୁ ଲାଗି BDA approval yellow zone gharabari plot 1499/-. 9777553622.: [192, 1859, 360, 1947]
- horoscope-signs: [1108, 230, 1463, 1826]
- ad-code: D-12747: [324, 1661, 355, 1670]
- sign-badge: [1108, 900, 1184, 1022]
- page-number: 36: [1445, 2308, 1463, 2324]
- sign-text: ଚନ୍ଦ୍ରଙ୍କ ଶୁଭସ୍ଥିତି ହେତୁ କର୍ମକ୍ଷେତ୍ରରେ ମଧ୍ୟ ସଫଳତା ମିଳିବ। ଅଧ୍ୟୟନ, ସାହିତ୍ୟ, ସଂଗୀତ ଓ କଳା କ୍ଷେତ୍ରରେ ଉନ୍ନତି ହେବ। ଆଇନଗତ ବିବାଦରେ ବିଜୟୀ ହେବେ। ନୂଆ ଯୋଜନା ପ୍ରସ୍ତୁତ କରିବେ।: [1190, 1433, 1463, 1502]
- minister-name: ୨- ରାଓ ଇନ୍ଦ୍ରଜିତ ସିଂ: [637, 818, 733, 832]
- minister-portfolio: ସଂସଦୀୟ ବ୍ୟାପାର; ଭାରି ଶିଳ୍ପ ଓ ସାଧାରଣ ଉଦ୍ୟୋଗ: [890, 280, 1093, 309]
- zodiac-icon: ♊: [1125, 535, 1167, 589]
- birthday-field: ନାମ: ............................: [25, 188, 159, 202]
- classified-ad: [374, 1472, 542, 1598]
- ad-text: Khandagiri Junction Amrit Nagar, 2125 sqft. gharabari plot. Contact: 9861134865.: [14, 2039, 184, 2091]
- sign-name: ମିଥୁନ: [1108, 501, 1184, 527]
- classified-ad: [730, 2042, 920, 2150]
- ad-code: D-12749: [329, 2202, 360, 2211]
- ads-list: [14, 1680, 184, 2208]
- ad-code: D-12768: [511, 1870, 542, 1879]
- reader-notice-text: କ୍ଲାସିଫାଏଡରେ ପ୍ରକାଶିତ କେତେକ ବିଜ୍ଞାପନଙ୍କୁ ଭିତ୍ତି କରି ପାଠକ କୌଣସି କାରବାର କରିବା ପୂର୍ବରୁ ସତର୍କ ରୁହନ୍ତୁ। ବିଜ୍ଞାପନ ଦାତାଙ୍କ ଦାବି ପାଇଁ ଧରିତ୍ରୀ ଦାୟୀ ନୁହେଁ।: [935, 1981, 1096, 2053]
- sign-text: ଆଜିର ଚନ୍ଦ୍ରଙ୍କ ସ୍ଥିତି ଆପଣଙ୍କ ଅନୁକୂଳ ହେବା ପାଇଁ ପ୍ରତିକୂଳ ହୋଇପାରେ। ଯାତ୍ରା ଆପଣଙ୍କ ଲାଗି କଷ୍ଟଦାୟକ ହେବ। କାମ ଓ ବ୍ୟବସାୟରେ ଅବହେଳା କରନ୍ତୁ ନାହିଁ। ପାରିବାରିକ ଶାନ୍ତି ପାଇଁ ଧୈର୍ଯ୍ୟ ରଖନ୍ତୁ।: [1190, 1300, 1463, 1387]
- minister-row: [881, 950, 1099, 991]
- minister-portfolio: ବାଣିଜ୍ୟ ଓ ଶିଳ୍ପ: [1011, 1052, 1093, 1066]
- ad-text: This is to place on record the previous name Sidhanth Subudhi as shown in passport has been changed to Sidhant Subudhi (D.O.B-19/02/2001). This will be recorded now and near future.: [930, 1581, 1102, 1741]
- classified-ad: [14, 1680, 184, 1770]
- ads-list: [730, 1652, 920, 1858]
- horoscope-sign: [1108, 1427, 1463, 1560]
- ad-text: Triplex & Duplex at Ranga Bazar. Near BJEM English Medium School-II. Pricestart@45lakhs. Call: 9040046767, 9040007267.: [374, 1473, 542, 1579]
- column-divider: [289, 330, 290, 1300]
- minister-name: ୩- ଅର୍ଜୁନରାମ ମେଘୱାଲ: [887, 265, 1000, 279]
- sign-name: କର୍କଟ: [1108, 634, 1184, 660]
- minister-name: ୫- କିରେନ ରିଜିଜୁ: [637, 956, 715, 970]
- zodiac-icon: ♑: [1125, 1466, 1167, 1520]
- article-column-2: [296, 330, 626, 1300]
- ads-column-6: [930, 1472, 1102, 2312]
- minister-row: [881, 1032, 1099, 1073]
- ad-massage: New new openly full body massage ladies gents AC room: 7609923705. D-38554: [930, 1473, 1102, 1539]
- real-estate-box: [14, 1472, 184, 1642]
- sign-text: ତୃତୀୟାଧିପ ଅଷ୍ଟମସ୍ଥାନରୁ ଭାଗ୍ୟାଧିପଙ୍କ ଦୃଷ୍ଟିପାତରେ ରହି କର୍ମାଙ୍କ ମାଧ୍ୟମରେ ଆପଣଙ୍କ କାର୍ଯ୍ୟକ୍ଷେତ୍ରରେ ପ୍ରତିଭାଙ୍କ ପ୍ରବୃତ୍ତି କରିବେ। ପାରିବାରିକ ଅବସ୍ଥାରେ କାଳିକ କାମନ୍ତୁକରି ଆପଣଙ୍କୁ ହିତ ଦ୍ୱାରା ଉଠାଇବେ। ବିଶିଷ୍ଟ ବନ୍ଧୁଙ୍କ ସାକ୍ଷାତ ହେବ। ସାଧାରଣ କ୍ଷେତ୍ରରେ ନିଜର ମୁଣ୍ଡ ଉଚ୍ଚ କରିବେ।: [1190, 369, 1463, 474]
- sign-badge: [1108, 1432, 1184, 1554]
- minister-name: ୨୦- ସୋମ ପ୍ରକାଶ: [887, 1037, 978, 1051]
- minister-name: ୮- ପୁରୁଷୋତ୍ତମ ରୂପାଲା: [887, 500, 999, 514]
- minister-portfolio: ଇସ୍ପାତ: [1054, 198, 1093, 212]
- minister-row: [881, 618, 1099, 659]
- minister-portfolio: ଆୟୁଷ୍; ପ୍ରତିରକ୍ଷା: [775, 874, 863, 888]
- sign-name: ତୁଳା: [1108, 1033, 1184, 1059]
- zodiac-icon: ♏: [1125, 1200, 1167, 1254]
- sign-name: ଧନୁ: [1108, 1299, 1184, 1325]
- construction-label: construction: [558, 1604, 716, 1630]
- classified-ad: [374, 1722, 542, 1884]
- birthday-box: [14, 122, 466, 322]
- ads-list: [192, 1472, 360, 2216]
- page-section-title: ରାଜ୍ୟ ୪: [1271, 6, 1463, 74]
- minister-row: [631, 1033, 869, 1089]
- minister-row: [631, 1089, 869, 1145]
- minister-row: [881, 909, 1099, 950]
- ad-text: Simplex 1200 sqft. land BJEM-(2) 12,80,000/- monthly instalment 5,000/-, Tankapani road, Sai temple 20,50,000/-, Badagada Canal road plots available. 7735738102.: [192, 1689, 360, 1831]
- independent-rows: [631, 772, 869, 1186]
- horoscope-sign: [1108, 629, 1463, 762]
- ad-text: Well furnished office rooms with other facilities available On Laxmisagar Jharapada Road side for Rs.23000 (Negotiable). This is in first floor. Contact 9438081042.: [730, 1653, 920, 1759]
- sign-text: ପ୍ରତିକୂଳ ସ୍ଥିତିରୁ ମୁକ୍ତ ହୋଇ ସୁଖଦ ସମୟ ଅତିବାହିତ କରିବେ। ସାମାଜିକ ପ୍ରତିଷ୍ଠା ବୃଦ୍ଧି ପାଇବ। ଆର୍ଥିକ ସମ୍ପଦ, ଶିଳ୍ପ, ବାଣିଜ୍ୟ କ୍ଷେତ୍ରରେ ଲାଭ ହେବ। ଆଲୋଚନା କ୍ଷେତ୍ରରେ ସଫଳତା ପାଇବେ।: [1190, 1566, 1463, 1635]
- front-headline: କଟୁରିରେ ହାଣି...: [470, 138, 624, 167]
- ads-list: [730, 2042, 920, 2150]
- minister-portfolio: ସଡ଼କ ପରିବହନ ଓ ରାଜପଥ: [969, 336, 1093, 350]
- horoscope-sign: [1108, 230, 1463, 363]
- classified-ad: [730, 1786, 920, 1858]
- minister-row: [881, 454, 1099, 495]
- independent-table-title: ରାଷ୍ଟ୍ରମନ୍ତ୍ରୀ (ସ୍ୱାଧୀନ): [631, 731, 869, 772]
- sign-badge: [1108, 1565, 1184, 1687]
- birthday-field: ଠିକଣା: ..........................: [25, 212, 161, 226]
- classified-ad: [374, 1892, 542, 2064]
- ad-code: D-12731: [889, 1844, 920, 1853]
- minister-row: [631, 992, 869, 1033]
- horoscope-column: [1108, 130, 1463, 2320]
- minister-portfolio: ସାମାଜିକ ନ୍ୟାୟ ଓ ସଶକ୍ତୀକରଣ: [938, 556, 1093, 570]
- ad-text: 2/3 BHK ready to move flats for sale at DHPL Pride, Ghatikia near DAV Kalinga Nagar, starting at Rs.32 Lakhs. Contact: 9937059891, 8908292617.: [19, 1784, 179, 1908]
- minister-name: ୧- ସନ୍ତୋଷ କୁମାର ଗଙ୍ଗୱାର: [637, 777, 779, 791]
- color-dots: [260, 2320, 316, 2336]
- classified-ad: [552, 1874, 720, 2100]
- minister-row: [881, 812, 1099, 853]
- color-dots: [1160, 2320, 1216, 2336]
- sign-name: କନ୍ୟା: [1108, 900, 1184, 926]
- sign-badge: [1108, 501, 1184, 623]
- minister-name: ୩- ଶ୍ରୀପଦ ଯେଶୋ ନାଏକ: [637, 859, 761, 873]
- minister-row: [631, 854, 869, 895]
